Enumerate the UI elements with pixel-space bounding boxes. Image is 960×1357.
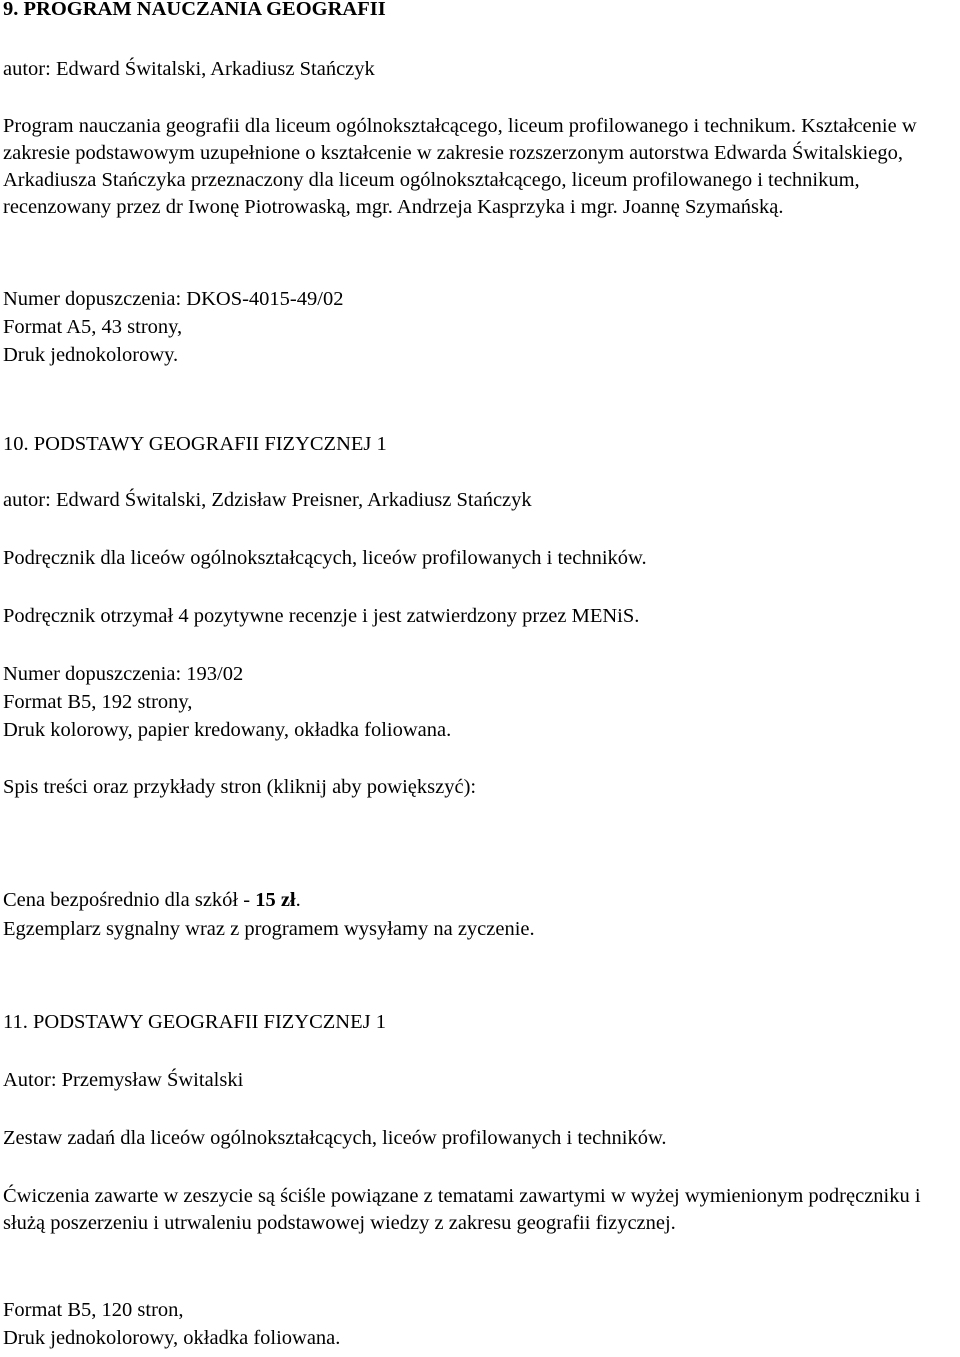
price-end: . xyxy=(295,889,301,911)
section-11-format: Format B5, 120 stron, xyxy=(3,1299,184,1321)
section-10-sample-note: Egzemplarz sygnalny wraz z programem wysyłamy na zyczenie. xyxy=(3,918,535,940)
section-10-description: Podręcznik dla liceów ogólnokształcących, liceów profilowanych i techników. xyxy=(3,547,647,569)
price-label: Cena bezpośrednio dla szkół - xyxy=(3,889,256,911)
section-9-title: 9. PROGRAM NAUCZANIA GEOGRAFII xyxy=(3,0,386,20)
section-11-print: Druk jednokolorowy, okładka foliowana. xyxy=(3,1327,341,1349)
section-10-author: autor: Edward Świtalski, Zdzisław Preisner, Arkadiusz Stańczyk xyxy=(3,489,532,511)
section-10-title: 10. PODSTAWY GEOGRAFII FIZYCZNEJ 1 xyxy=(3,433,387,455)
section-11-description: Zestaw zadań dla liceów ogólnokształcących, liceów profilowanych i techników. xyxy=(3,1127,667,1149)
section-10-price xyxy=(3,887,301,914)
section-9-approval-number: Numer dopuszczenia: DKOS-4015-49/02 xyxy=(3,288,344,310)
section-9-format: Format A5, 43 strony, xyxy=(3,316,183,338)
section-10-reviews: Podręcznik otrzymał 4 pozytywne recenzje i jest zatwierdzony przez MENiS. xyxy=(3,605,640,627)
section-9-description: Program nauczania geografii dla liceum ogólnokształcącego, liceum profilowanego i technikum. Kształcenie w zakresie podstawowym uzupełnione o kształcenie w zakresie rozszerzonym autorstwa Edwarda Świtalskiego, Arkadiusza Stańczyka przeznaczony dla liceum ogólnokształcącego, liceum profilowanego i technikum, recenzowany przez dr Iwonę Piotrowaską, mgr. Andrzeja Kasprzyka i mgr. Joannę Szymańską. xyxy=(3,115,917,218)
section-10-print: Druk kolorowy, papier kredowany, okładka foliowana. xyxy=(3,719,452,741)
section-9-author: autor: Edward Świtalski, Arkadiusz Stańczyk xyxy=(3,58,375,80)
section-11-author: Autor: Przemysław Świtalski xyxy=(3,1069,244,1091)
section-10-format: Format B5, 192 strony, xyxy=(3,691,193,713)
price-value: 15 zł xyxy=(255,889,296,911)
section-11-exercises: Ćwiczenia zawarte w zeszycie są ściśle powiązane z tematami zawartymi w wyżej wymienionym podręczniku i służą poszerzeniu i utrwaleniu podstawowej wiedzy z zakresu geografii fizycznej. xyxy=(3,1185,921,1234)
section-10-approval-number: Numer dopuszczenia: 193/02 xyxy=(3,663,244,685)
section-10-toc-link[interactable]: Spis treści oraz przykłady stron (kliknij aby powiększyć): xyxy=(3,776,477,798)
section-11-title: 11. PODSTAWY GEOGRAFII FIZYCZNEJ 1 xyxy=(3,1011,386,1033)
section-9-print: Druk jednokolorowy. xyxy=(3,344,179,366)
